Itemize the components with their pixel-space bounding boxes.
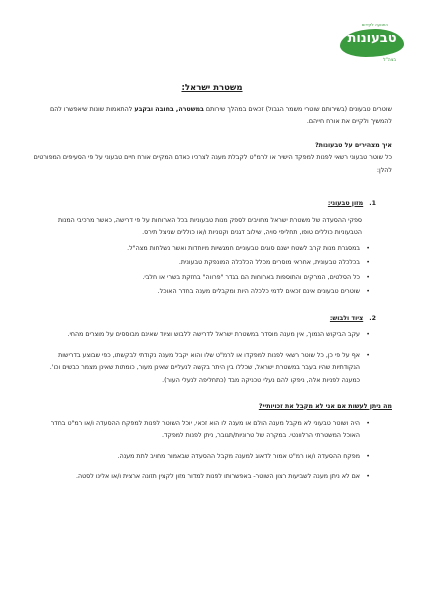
page-title: משטרת ישראל:: [181, 83, 243, 93]
bullet-icon: •: [366, 419, 370, 427]
bullet-icon: •: [366, 351, 370, 359]
logo-bottom-text: בצה"ל: [383, 58, 396, 63]
list-item-text: בכלכלה טבעונית, אחראי מוסרים מכלל הכלכלה המונפקת טבעונית.: [178, 259, 360, 266]
list-item-text: היה ושוטר טבעוני לא מקבל מענה הולם או מענה לו הוא זכאי, יוכל השוטר לפנות למפקח ההסעדה ו/או רמ"ט בחדר האוכל המשטרתי הרלוונטי. במקרה של טרוניות/תגובר, ניתן לפנות למפקד.: [50, 419, 360, 439]
organization-logo: [340, 20, 404, 68]
logo-top-text: התנועה לקידום: [361, 22, 388, 27]
list-item-text: עקב הביקוש הנמוך, אין מענה מוסדר במשטרת ישראל לדרישה ללבוש וציוד שאינם מבוססים על מוצרים מהחי.: [67, 331, 360, 338]
document-content: [32, 82, 392, 492]
section-title-food: [32, 198, 376, 211]
bullet-icon: •: [366, 259, 370, 266]
bullet-icon: •: [366, 244, 370, 252]
list-item: [40, 451, 370, 464]
list-item: [40, 272, 370, 285]
list-item-text: אם לא ניתן מענה לשביעות רצון השוטר- באפשרותו לפנות למדור מזון לקצין תזונה ארצית ו/או אלינו לסטה.: [75, 473, 360, 480]
intro-paragraph: [32, 104, 392, 129]
list-item: [40, 418, 370, 443]
food-paragraph: ספקי ההסעדה של משטרת ישראל מחויבים לספק מנות טבעוניות בכל הארוחות על פי דרישה, כאשר מרכיבי המנות הטבעוניות כוללים טופו, תחליפי סויה, שילוב דגנים וקטניות ו/או כוללים שניצל תירס.: [57, 216, 362, 236]
intro-text-bold: במשטרה, בחובה ובקבע: [134, 105, 204, 113]
section-title-equipment: [32, 313, 376, 326]
declare-paragraph: כל שוטר טבעוני רשאי לפנות למפקד הישיר או לרמ"ט לקבלת מענה לצרכיו כאדם המקיים אורח חיים טבעוני על פי הסעיפים המפורטים להלן:: [33, 154, 392, 174]
declare-heading: איך מצהירים על טבעונות?: [315, 141, 392, 149]
list-item: [40, 286, 370, 299]
section-number: 1.: [369, 200, 376, 207]
rights-heading: מה ניתן לעשות אם אני לא מקבל את זכויותיי?: [258, 403, 392, 410]
section-number: 2.: [369, 314, 376, 322]
list-item: [40, 329, 370, 342]
list-item: [40, 243, 370, 256]
bullet-icon: •: [366, 473, 370, 480]
list-item-text: אף על פי כן, כל שוטר רשאי לפנות למפקדו או לרמ"ט שלו והוא יקבל מענה נקודתי לבקשתו, כפי שבוצע בדרישות הנקודתיות שהיו בעבר במשטרת ישראל, שכללו בין היתר בקשה לנעליים שאינן מעור, כומתות שאינן מצמר כבשים וכו'. כמענה לפניות אלה, ניפקו להם נעלי טכניקה מבד (כתחליפה לנעלי העור).: [49, 351, 360, 384]
list-item-text: שוטרים טבעונים אינם זכאים לדמי כלכלה היות ומקבלים מענה בחדר האוכל.: [157, 288, 360, 295]
bullet-icon: •: [366, 288, 370, 295]
list-item-text: מפקח ההסעדה ו/או רמ"ט אמור לדאוג למענה מקבל ההסעדה שבאמור מחויב לתת מענה.: [117, 452, 360, 460]
list-item-text: במסגרת מנות קרב לשטח ישנם סוגים טבעוניים חמגשיות מיוחדות ואשר נשלחות מצה"ל.: [127, 244, 360, 252]
bullet-icon: •: [366, 331, 370, 338]
section-title-text: ציוד ולבוש:: [329, 314, 364, 322]
list-item: [40, 471, 370, 484]
section-title-text: מזון טבעוני:: [327, 200, 364, 207]
bullet-icon: •: [366, 452, 370, 460]
list-item-text: כל הסלטים, המרקים והתוספות בארוחות הם בגדר "פרווה" בחזקת בשרי או חלבי.: [142, 273, 360, 281]
intro-text-end: להתאמות שונות שיאפשרו להם להמשיך ולקיים את אורח חייהם.: [50, 105, 392, 125]
list-item: [40, 350, 370, 388]
intro-text-start: שוטרים טבעונים (בשירותם שוטרי משמר הגבול) זכאים במהלך שירותם: [203, 105, 392, 113]
logo-main-text: טבעונות: [347, 31, 397, 46]
list-item: [40, 257, 370, 270]
bullet-icon: •: [366, 273, 370, 281]
